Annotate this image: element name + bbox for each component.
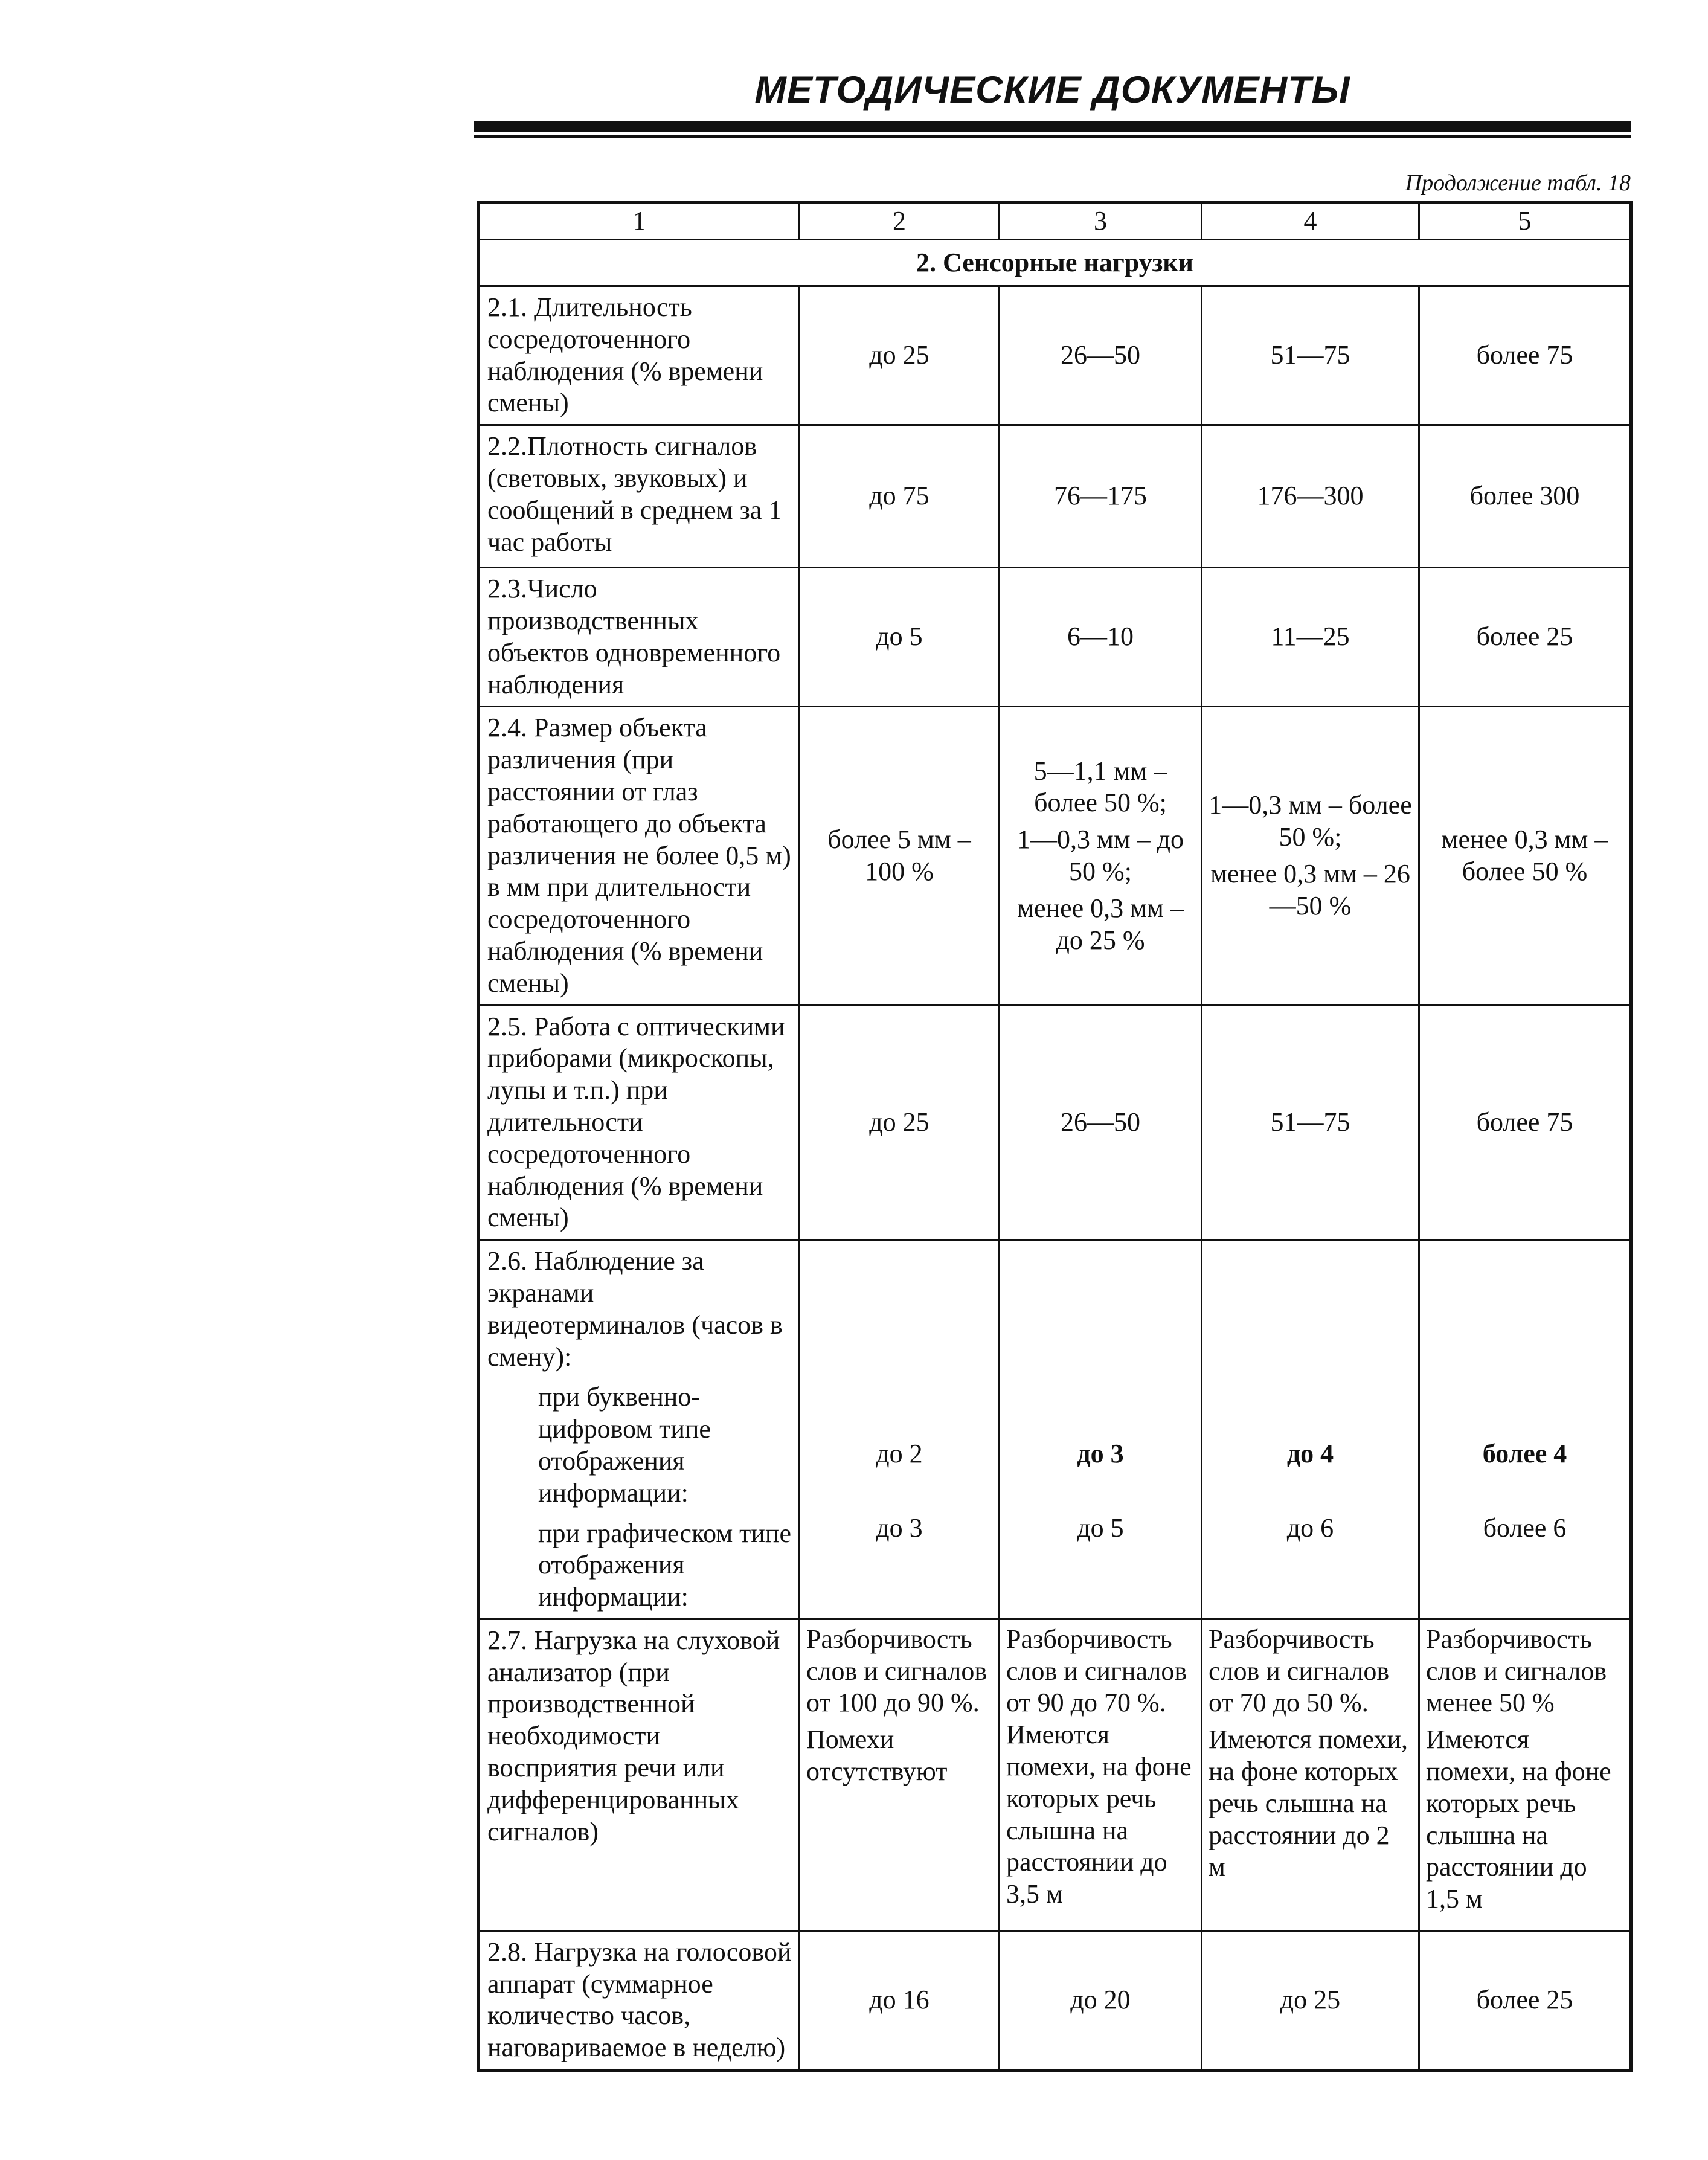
- parameter-cell: 2.4. Размер объекта различения (при расстоянии от глаз работающего до объекта различения не более 0,5 м) в мм при длительности сосредоточенного наблюдения (% времени смены): [479, 707, 800, 1005]
- parameter-cell: 2.7. Нагрузка на слуховой анализатор (при производственной необходимости восприятия речи или дифференцированных сигналов): [479, 1619, 800, 1930]
- value-cell: 51—75: [1202, 286, 1419, 425]
- value-cell: [1419, 1619, 1631, 1930]
- section-row: [479, 240, 1631, 286]
- value-cell: 26—50: [1000, 286, 1202, 425]
- value-alphanumeric: до 4: [1286, 1438, 1334, 1468]
- value-alphanumeric: до 2: [876, 1438, 923, 1468]
- value-cell: более 5 мм – 100 %: [800, 707, 1000, 1005]
- value-paragraph: Разборчивость слов и сигналов менее 50 %: [1426, 1624, 1607, 1718]
- table-row: [479, 1619, 1631, 1930]
- value-graphic: до 3: [876, 1512, 923, 1543]
- table-row: [479, 1930, 1631, 2070]
- sub-parameter-graphic: при графическом типе отображения информации:: [538, 1518, 792, 1612]
- value-paragraph: 1—0,3 мм – до 50 %;: [1016, 824, 1184, 886]
- table-row: [479, 707, 1631, 1005]
- parameter-cell: 2.8. Нагрузка на голосовой аппарат (суммарное количество часов, наговариваемое в неделю): [479, 1930, 800, 2070]
- section-title: 2. Сенсорные нагрузки: [479, 240, 1631, 286]
- value-cell: [800, 1619, 1000, 1930]
- parameter-cell: 2.1. Длительность сосредоточенного наблюдения (% времени смены): [479, 286, 800, 425]
- table-row: [479, 1240, 1631, 1619]
- hygienic-criteria-table: [477, 201, 1633, 2072]
- parameter-title: 2.6. Наблюдение за экранами видеотерминалов (часов в смену):: [487, 1246, 783, 1372]
- value-cell: 76—175: [1000, 425, 1202, 568]
- value-cell: более 25: [1419, 1930, 1631, 2070]
- value-paragraph: Имеются помехи, на фоне которых речь слышна на расстоянии до 1,5 м: [1426, 1724, 1611, 1914]
- parameter-cell: 2.3.Число производственных объектов одновременного наблюдения: [479, 568, 800, 707]
- value-cell: 26—50: [1000, 1005, 1202, 1240]
- value-cell: до 75: [800, 425, 1000, 568]
- parameter-cell: 2.5. Работа с оптическими приборами (микроскопы, лупы и т.п.) при длительности сосредоточенного наблюдения (% времени смены): [479, 1005, 800, 1240]
- value-graphic: до 6: [1286, 1512, 1334, 1543]
- running-title: МЕТОДИЧЕСКИЕ ДОКУМЕНТЫ: [754, 69, 1350, 111]
- column-number: 4: [1202, 202, 1419, 240]
- value-paragraph: Имеются помехи, на фоне которых речь слышна на расстоянии до 2 м: [1209, 1724, 1408, 1882]
- column-number: 3: [1000, 202, 1202, 240]
- value-cell: [1419, 1240, 1631, 1619]
- value-alphanumeric: до 3: [1077, 1438, 1124, 1468]
- value-paragraph: 1—0,3 мм – более 50 %;: [1209, 790, 1412, 852]
- value-cell: до 25: [1202, 1930, 1419, 2070]
- value-cell: [1202, 1619, 1419, 1930]
- table-row: [479, 1005, 1631, 1240]
- value-cell: до 16: [800, 1930, 1000, 2070]
- value-graphic: более 6: [1483, 1512, 1567, 1543]
- value-graphic: до 5: [1077, 1512, 1124, 1543]
- value-cell: менее 0,3 мм – более 50 %: [1419, 707, 1631, 1005]
- value-cell: до 25: [800, 286, 1000, 425]
- value-cell: [1000, 1240, 1202, 1619]
- value-alphanumeric: более 4: [1482, 1438, 1567, 1468]
- value-cell: более 75: [1419, 1005, 1631, 1240]
- value-paragraph: Разборчивость слов и сигналов от 90 до 70 %. Имеются помехи, на фоне которых речь слышна на расстоянии до 3,5 м: [1006, 1624, 1192, 1909]
- value-cell: до 20: [1000, 1930, 1202, 2070]
- column-number: 5: [1419, 202, 1631, 240]
- value-paragraph: Разборчивость слов и сигналов от 70 до 50 %.: [1209, 1624, 1390, 1718]
- value-paragraph: менее 0,3 мм – до 25 %: [1017, 893, 1184, 955]
- value-paragraph: Помехи отсутствуют: [806, 1724, 948, 1787]
- table-row: [479, 568, 1631, 707]
- value-paragraph: Разборчивость слов и сигналов от 100 до 90 %.: [806, 1624, 987, 1718]
- value-cell: [1202, 707, 1419, 1005]
- value-cell: [1202, 1240, 1419, 1619]
- column-number: 2: [800, 202, 1000, 240]
- value-cell: до 25: [800, 1005, 1000, 1240]
- value-cell: более 25: [1419, 568, 1631, 707]
- parameter-cell: [479, 1240, 800, 1619]
- value-cell: [800, 1240, 1000, 1619]
- table-row: [479, 286, 1631, 425]
- value-cell: 176—300: [1202, 425, 1419, 568]
- value-cell: 11—25: [1202, 568, 1419, 707]
- value-cell: [1000, 1619, 1202, 1930]
- value-cell: 51—75: [1202, 1005, 1419, 1240]
- value-paragraph: менее 0,3 мм – 26—50 %: [1210, 858, 1410, 921]
- column-number: 1: [479, 202, 800, 240]
- table-continuation-label: Продолжение табл. 18: [1405, 170, 1631, 196]
- header-rule-thin: [474, 135, 1631, 138]
- value-cell: до 5: [800, 568, 1000, 707]
- parameter-cell: 2.2.Плотность сигналов (световых, звуковых) и сообщений в среднем за 1 час работы: [479, 425, 800, 568]
- value-cell: [1000, 707, 1202, 1005]
- sub-parameter-alphanumeric: при буквенно-цифровом типе отображения информации:: [538, 1382, 711, 1508]
- column-number-row: [479, 202, 1631, 240]
- header-rule-thick: [474, 121, 1631, 132]
- value-cell: более 75: [1419, 286, 1631, 425]
- value-paragraph: 5—1,1 мм – более 50 %;: [1033, 756, 1167, 818]
- table-row: [479, 425, 1631, 568]
- value-cell: более 300: [1419, 425, 1631, 568]
- value-cell: 6—10: [1000, 568, 1202, 707]
